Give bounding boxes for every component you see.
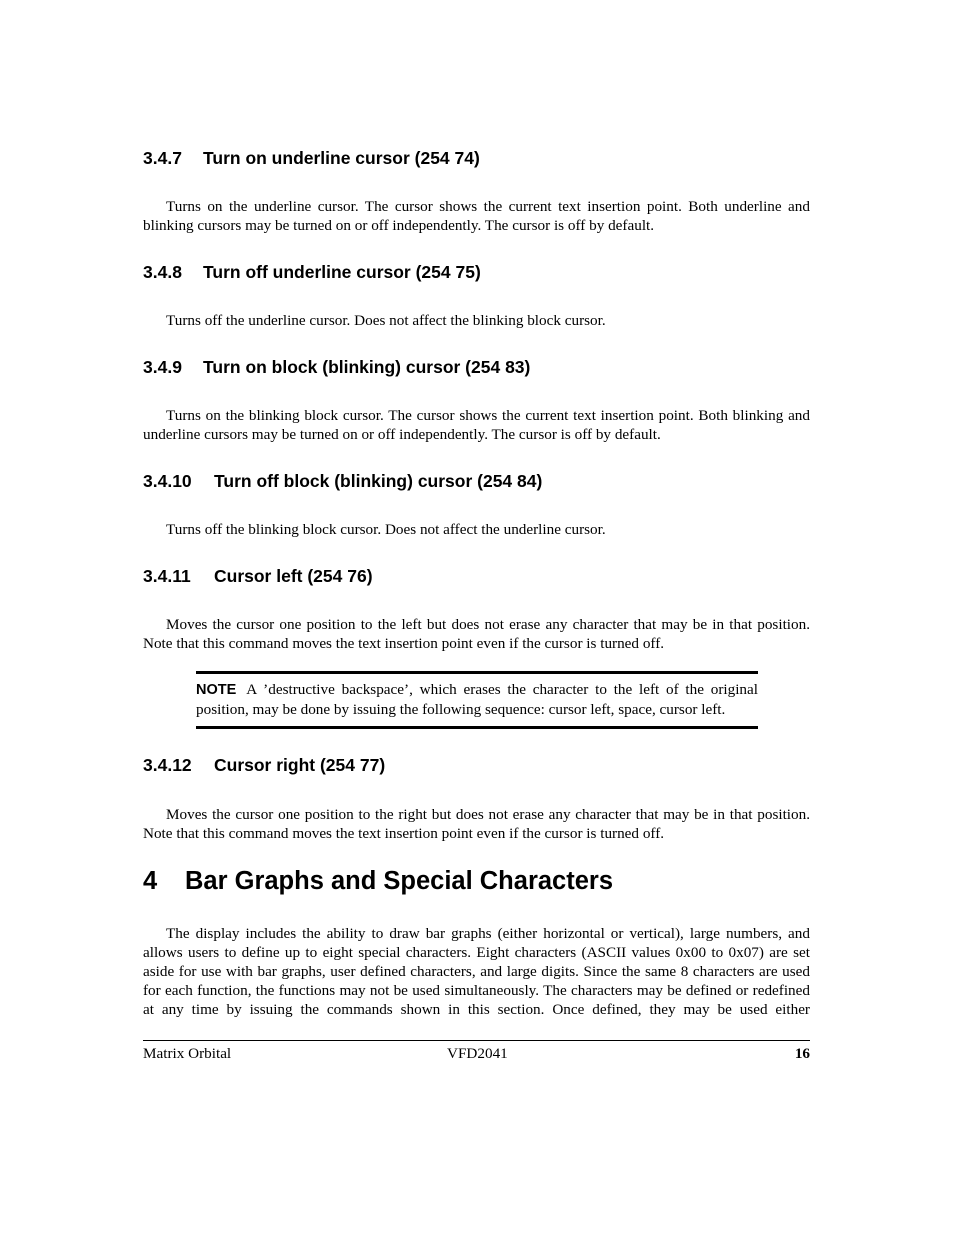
section-title: Turn on block (blinking) cursor (254 83) xyxy=(203,357,531,377)
section-heading xyxy=(143,565,810,587)
chapter-title: Bar Graphs and Special Characters xyxy=(185,867,614,895)
page-number: 16 xyxy=(794,1045,810,1062)
note-box xyxy=(196,671,758,729)
paragraph: Moves the cursor one position to the left but does not erase any character that may be in that position. Note that this command moves the text insertion point even if the cursor is turned off. xyxy=(143,616,810,652)
paragraph: The display includes the ability to draw bar graphs (either horizontal or vertical), large numbers, and allows users to define up to eight special characters. Eight characters (ASCII values 0x00 to 0x07) are set aside for use with bar graphs, user defined characters, and large digits. Since the same 8 characters are used for each function, the functions may not be used simultaneously. The characters may be defined or redefined at any time by issuing the commands shown in this section. Once defined, they may be used either xyxy=(143,925,810,1018)
section-3-4-10 xyxy=(143,470,810,492)
paragraph: Turns off the underline cursor. Does not affect the blinking block cursor. xyxy=(166,312,606,329)
chapter-4-body xyxy=(143,924,810,1019)
chapter-4 xyxy=(143,866,810,896)
section-number: 3.4.7 xyxy=(143,148,182,168)
section-heading xyxy=(143,261,810,283)
section-title: Turn off block (blinking) cursor (254 84) xyxy=(214,471,543,491)
section-number: 3.4.8 xyxy=(143,262,182,282)
chapter-heading xyxy=(143,866,810,896)
section-3-4-8-body xyxy=(143,311,810,330)
section-3-4-12-body xyxy=(143,805,810,843)
note-text: A ’destructive backspace’, which erases the character to the left of the original position, may be done by issuing the following sequence: cursor left, space, cursor left. xyxy=(196,681,758,718)
note-content xyxy=(196,680,758,719)
section-3-4-7 xyxy=(143,147,810,169)
section-3-4-7-body xyxy=(143,197,810,235)
section-heading xyxy=(143,470,810,492)
section-title: Cursor right (254 77) xyxy=(214,755,386,775)
section-title: Turn off underline cursor (254 75) xyxy=(203,262,481,282)
section-heading xyxy=(143,356,810,378)
footer-company: Matrix Orbital xyxy=(143,1045,232,1062)
paragraph: Moves the cursor one position to the right but does not erase any character that may be in that position. Note that this command moves the text insertion point even if the cursor is turned off. xyxy=(143,806,810,842)
section-3-4-11 xyxy=(143,565,810,587)
footer-rule xyxy=(143,1040,810,1041)
section-3-4-12 xyxy=(143,754,810,776)
paragraph: Turns on the blinking block cursor. The cursor shows the current text insertion point. Both blinking and underline cursors may be turned on or off independently. The cursor is off by default. xyxy=(143,407,810,443)
paragraph: Turns on the underline cursor. The cursor shows the current text insertion point. Both underline and blinking cursors may be turned on or off independently. The cursor is off by default. xyxy=(143,198,810,234)
section-heading xyxy=(143,754,810,776)
section-title: Cursor left (254 76) xyxy=(214,566,373,586)
section-3-4-9 xyxy=(143,356,810,378)
section-number: 3.4.9 xyxy=(143,357,182,377)
note-label: NOTE xyxy=(196,682,237,698)
section-3-4-8 xyxy=(143,261,810,283)
chapter-number: 4 xyxy=(143,867,158,895)
section-3-4-9-body xyxy=(143,406,810,444)
section-heading xyxy=(143,147,810,169)
paragraph: Turns off the blinking block cursor. Does not affect the underline cursor. xyxy=(166,521,606,538)
section-title: Turn on underline cursor (254 74) xyxy=(203,148,480,168)
section-number: 3.4.10 xyxy=(143,471,192,491)
section-number: 3.4.12 xyxy=(143,755,192,775)
section-3-4-11-body xyxy=(143,615,810,653)
section-3-4-10-body xyxy=(143,520,810,539)
section-number: 3.4.11 xyxy=(143,566,191,586)
footer-model: VFD2041 xyxy=(447,1045,508,1062)
